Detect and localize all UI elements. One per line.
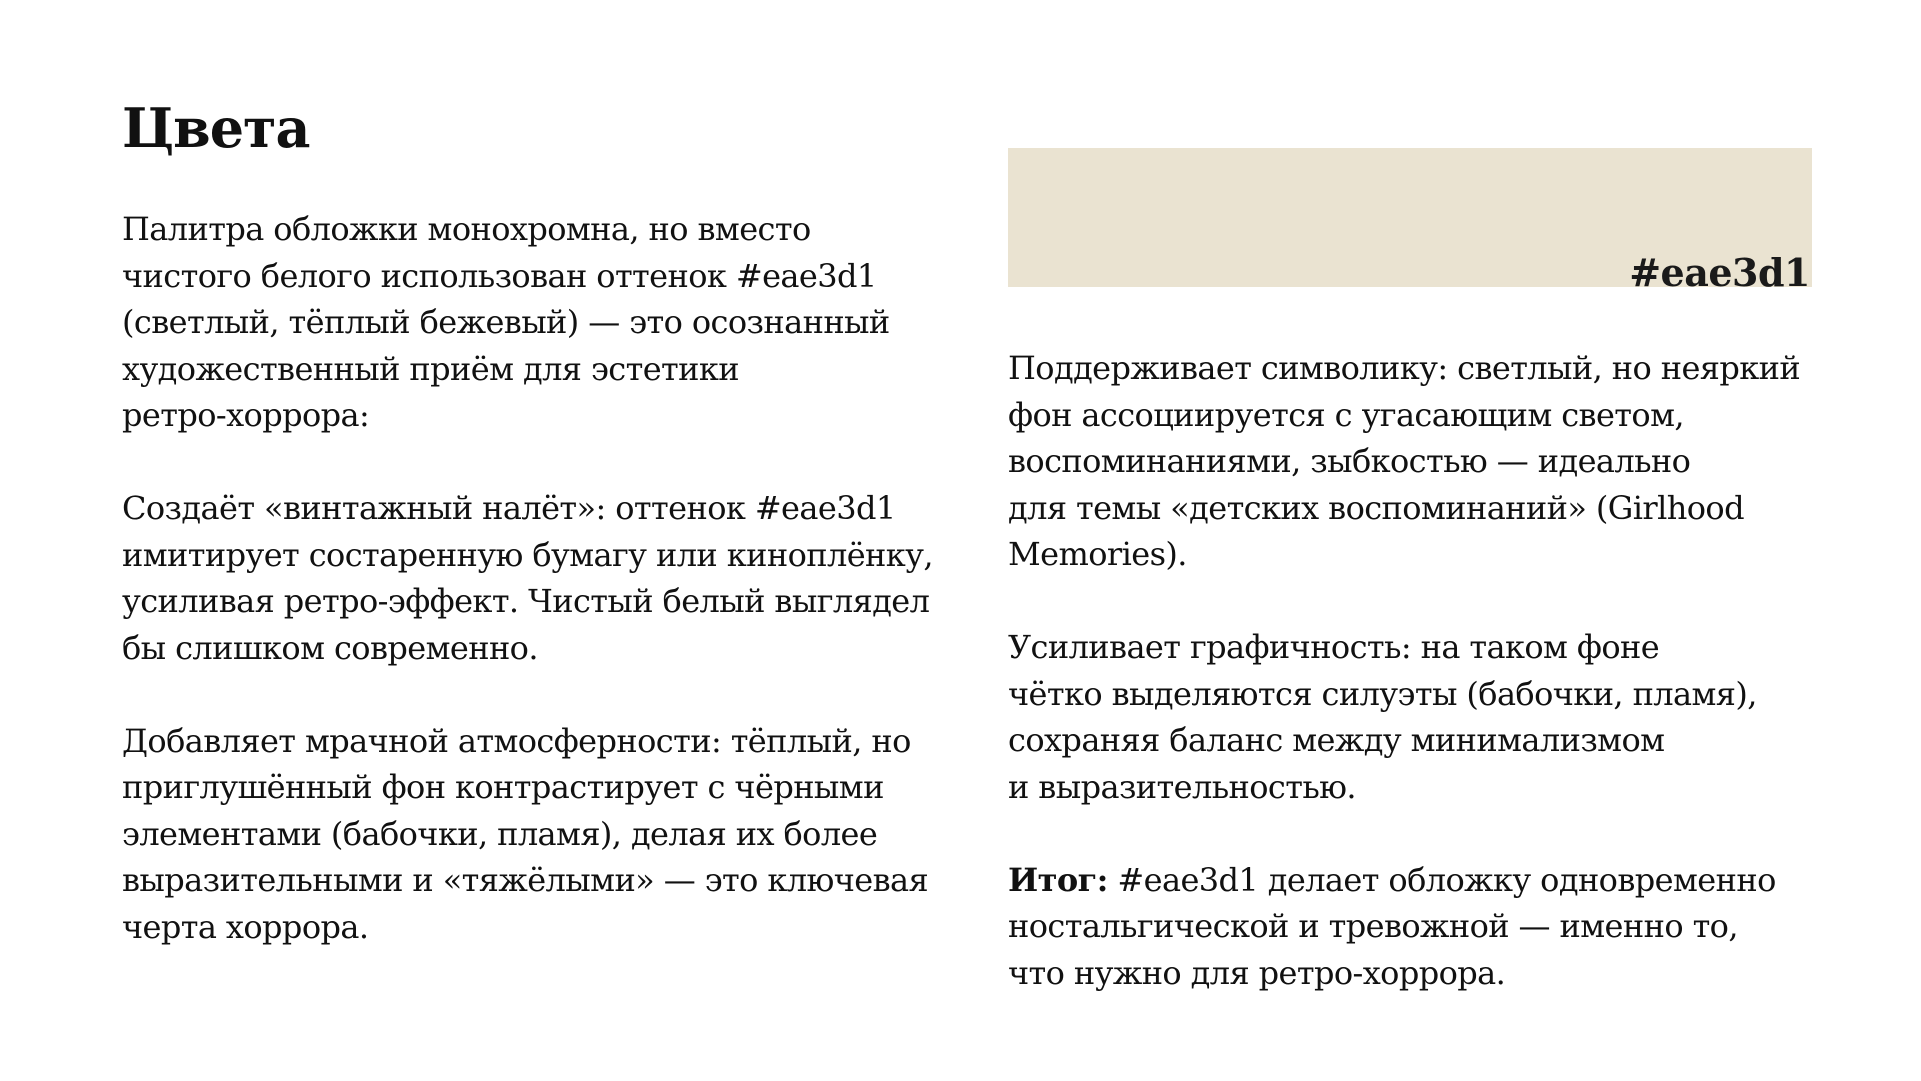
text-line: усиливая ретро-эффект. Чистый белый выглядел xyxy=(122,582,930,620)
text-line: Поддерживает символику: светлый, но неяркий xyxy=(1008,349,1801,387)
left-column xyxy=(122,206,942,997)
paragraph-graphics xyxy=(1008,624,1868,810)
text-line: сохраняя баланс между минимализмом xyxy=(1008,721,1665,759)
page-title: Цвета xyxy=(122,96,310,160)
text-line: имитирует состаренную бумагу или киноплёнку, xyxy=(122,535,933,574)
text-line: (светлый, тёплый бежевый) — это осознанный xyxy=(122,303,890,341)
text-line: фон ассоциируется с угасающим светом, xyxy=(1008,395,1684,434)
text-line: для темы «детских воспоминаний» (Girlhood xyxy=(1008,488,1744,527)
text-line: воспоминаниями, зыбкостью — идеально xyxy=(1008,442,1691,480)
text-line: и выразительностью. xyxy=(1008,767,1356,806)
text-line: приглушённый фон контрастирует с чёрными xyxy=(122,768,884,806)
text-line: художественный приём для эстетики xyxy=(122,349,739,388)
text-line: выразительными и «тяжёлыми» — это ключевая xyxy=(122,861,929,899)
conclusion-label: Итог: xyxy=(1008,860,1108,899)
text-line: бы слишком современно. xyxy=(122,628,538,667)
paragraph-conclusion xyxy=(1008,857,1868,997)
paragraph-atmosphere xyxy=(122,718,942,951)
text-line: Memories). xyxy=(1008,535,1187,573)
text-line: что нужно для ретро-хоррора. xyxy=(1008,953,1506,992)
conclusion-text: #eae3d1 делает обложку одновременно xyxy=(1107,860,1776,899)
text-line: Усиливает графичность: на таком фоне xyxy=(1008,628,1660,666)
text-line: Создаёт «винтажный налёт»: оттенок #eae3d1 xyxy=(122,489,896,527)
text-line: ностальгической и тревожной — именно то, xyxy=(1008,907,1738,945)
paragraph-symbolism xyxy=(1008,345,1868,578)
text-line: Добавляет мрачной атмосферности: тёплый, но xyxy=(122,721,911,760)
text-line: черта хоррора. xyxy=(122,907,369,946)
paragraph-vintage xyxy=(122,485,942,671)
swatch-hex-label: #eae3d1 xyxy=(1629,250,1810,295)
text-line: элементами (бабочки, пламя), делая их более xyxy=(122,814,878,853)
paragraph-intro xyxy=(122,206,942,439)
right-column xyxy=(1008,345,1868,1043)
text-line: ретро-хоррора: xyxy=(122,396,370,434)
text-line: Палитра обложки монохромна, но вместо xyxy=(122,210,811,248)
text-line: чётко выделяются силуэты (бабочки, пламя), xyxy=(1008,674,1757,713)
color-swatch xyxy=(1008,148,1812,295)
text-line: чистого белого использован оттенок #eae3d1 xyxy=(122,256,877,295)
text-line xyxy=(1008,857,1868,904)
